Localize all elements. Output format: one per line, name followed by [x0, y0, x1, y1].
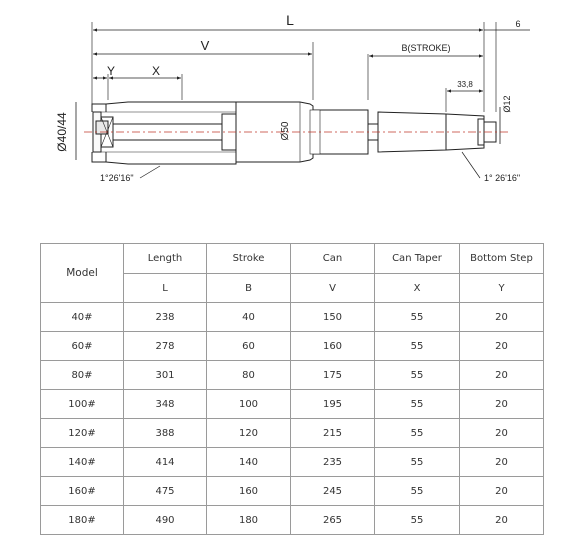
table-row [41, 303, 544, 332]
table-row [41, 419, 544, 448]
cell-can: 150 [291, 303, 375, 332]
cell-stroke: 100 [207, 390, 291, 419]
cell-bottom-step: 20 [460, 361, 544, 390]
cell-model: 180# [41, 506, 124, 535]
cell-stroke: 160 [207, 477, 291, 506]
cell-length: 301 [124, 361, 207, 390]
taper-right-label: 1° 26'16" [484, 173, 521, 183]
cell-can-taper: 55 [375, 419, 460, 448]
cell-model: 80# [41, 361, 124, 390]
cell-stroke: 80 [207, 361, 291, 390]
cell-can: 245 [291, 477, 375, 506]
cell-can: 215 [291, 419, 375, 448]
cell-length: 388 [124, 419, 207, 448]
col-bottom-step-code: Y [460, 274, 544, 303]
cell-stroke: 120 [207, 419, 291, 448]
table-row [41, 477, 544, 506]
taper-leaders [140, 152, 480, 178]
cell-can: 235 [291, 448, 375, 477]
cell-can-taper: 55 [375, 506, 460, 535]
table-row [41, 390, 544, 419]
cell-bottom-step: 20 [460, 506, 544, 535]
dim-6-label: 6 [515, 19, 521, 29]
col-length-header: Length [124, 244, 207, 274]
cell-bottom-step: 20 [460, 390, 544, 419]
dim-B-label: B(STROKE) [401, 43, 451, 53]
table-row [41, 506, 544, 535]
col-bottom-step-header: Bottom Step [460, 244, 544, 274]
dim-33-8-label: 33,8 [457, 80, 473, 89]
cell-stroke: 140 [207, 448, 291, 477]
cell-can: 175 [291, 361, 375, 390]
cell-length: 475 [124, 477, 207, 506]
gas-spring-drawing [0, 0, 570, 215]
dim-L-label: L [286, 12, 294, 28]
col-stroke-code: B [207, 274, 291, 303]
cell-model: 60# [41, 332, 124, 361]
cell-length: 278 [124, 332, 207, 361]
cell-model: 160# [41, 477, 124, 506]
cell-can: 265 [291, 506, 375, 535]
cell-length: 414 [124, 448, 207, 477]
dim-V-label: V [200, 38, 210, 53]
col-can-taper-code: X [375, 274, 460, 303]
col-stroke-header: Stroke [207, 244, 291, 274]
cell-stroke: 180 [207, 506, 291, 535]
dim-d12-label: Ø12 [502, 95, 512, 113]
cell-model: 140# [41, 448, 124, 477]
col-length-code: L [124, 274, 207, 303]
cell-model: 40# [41, 303, 124, 332]
col-can-taper-header: Can Taper [375, 244, 460, 274]
dim-d40-44-label: Ø40/44 [55, 112, 69, 152]
cell-stroke: 40 [207, 303, 291, 332]
cell-model: 100# [41, 390, 124, 419]
cell-length: 238 [124, 303, 207, 332]
dim-X-label: X [151, 64, 161, 78]
dim-d50-label: Ø50 [280, 121, 291, 141]
cell-can-taper: 55 [375, 448, 460, 477]
spec-table [40, 243, 544, 535]
cell-length: 490 [124, 506, 207, 535]
taper-left-label: 1°26'16" [100, 173, 134, 183]
table-row [41, 448, 544, 477]
cell-bottom-step: 20 [460, 303, 544, 332]
table-row [41, 361, 544, 390]
cell-can: 160 [291, 332, 375, 361]
cell-bottom-step: 20 [460, 419, 544, 448]
cell-can-taper: 55 [375, 477, 460, 506]
cell-length: 348 [124, 390, 207, 419]
col-can-header: Can [291, 244, 375, 274]
gas-spring-body [92, 102, 496, 164]
table-row [41, 332, 544, 361]
cell-can-taper: 55 [375, 303, 460, 332]
model-header: Model [41, 244, 124, 303]
cell-bottom-step: 20 [460, 448, 544, 477]
cell-bottom-step: 20 [460, 332, 544, 361]
cell-can-taper: 55 [375, 332, 460, 361]
cell-model: 120# [41, 419, 124, 448]
cell-can-taper: 55 [375, 390, 460, 419]
cell-can-taper: 55 [375, 361, 460, 390]
col-can-code: V [291, 274, 375, 303]
cell-can: 195 [291, 390, 375, 419]
cell-stroke: 60 [207, 332, 291, 361]
cell-bottom-step: 20 [460, 477, 544, 506]
dim-Y-label: Y [106, 64, 116, 78]
